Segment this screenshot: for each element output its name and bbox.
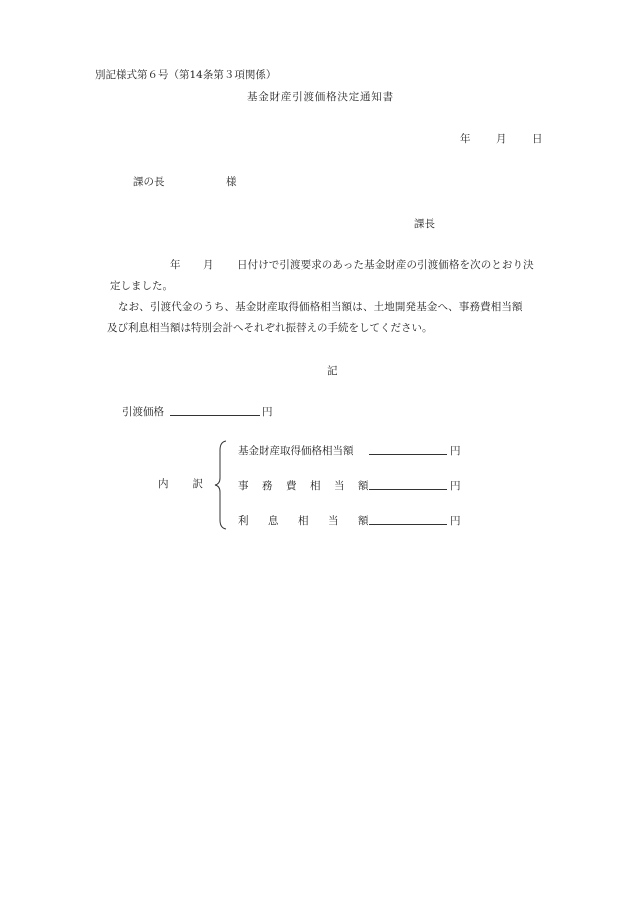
- body-year: 年: [170, 259, 181, 271]
- ki-label: 記: [327, 365, 338, 377]
- addressee-honorific: 様: [226, 176, 237, 188]
- body-line3: なお、引渡代金のうち、基金財産取得価格相当額は、土地開発基金へ、事務費相当額: [118, 301, 523, 313]
- addressee-name: 課の長: [133, 176, 165, 188]
- breakdown-label-text: 内訳: [158, 478, 227, 490]
- date-month: 月: [496, 133, 507, 145]
- date-day: 日: [532, 133, 543, 145]
- breakdown-item-unit: 円: [450, 480, 461, 492]
- breakdown-item-blank-line: [369, 512, 447, 525]
- breakdown-item-label: 利息相当額: [238, 515, 388, 527]
- body-month: 月: [203, 259, 214, 271]
- body-line1: 日付けで引渡要求のあった基金財産の引渡価格を次のとおり決: [237, 259, 534, 271]
- price-unit: 円: [262, 406, 273, 418]
- breakdown-label: [158, 476, 227, 491]
- breakdown-item-blank-line: [369, 442, 447, 455]
- body-line2: 定しました。: [110, 280, 173, 292]
- date-year: 年: [460, 133, 471, 145]
- price-blank-line: [170, 403, 260, 416]
- brace-icon: [214, 440, 228, 530]
- document-title: 基金財産引渡価格決定通知書: [247, 91, 394, 103]
- breakdown-item-blank-line: [369, 477, 447, 490]
- breakdown-item-unit: 円: [450, 515, 461, 527]
- form-number: 別記様式第６号（第14条第３項関係）: [95, 69, 277, 81]
- breakdown-item-label: 事務費相当額: [238, 480, 382, 492]
- breakdown-item-unit: 円: [450, 445, 461, 457]
- sender: 課長: [414, 218, 435, 230]
- body-line4: 及び利息相当額は特別会計へそれぞれ振替えの手続をしてください。: [107, 322, 433, 334]
- breakdown-item-label: 基金財産取得価格相当額: [238, 445, 354, 457]
- price-label: 引渡価格: [122, 406, 164, 418]
